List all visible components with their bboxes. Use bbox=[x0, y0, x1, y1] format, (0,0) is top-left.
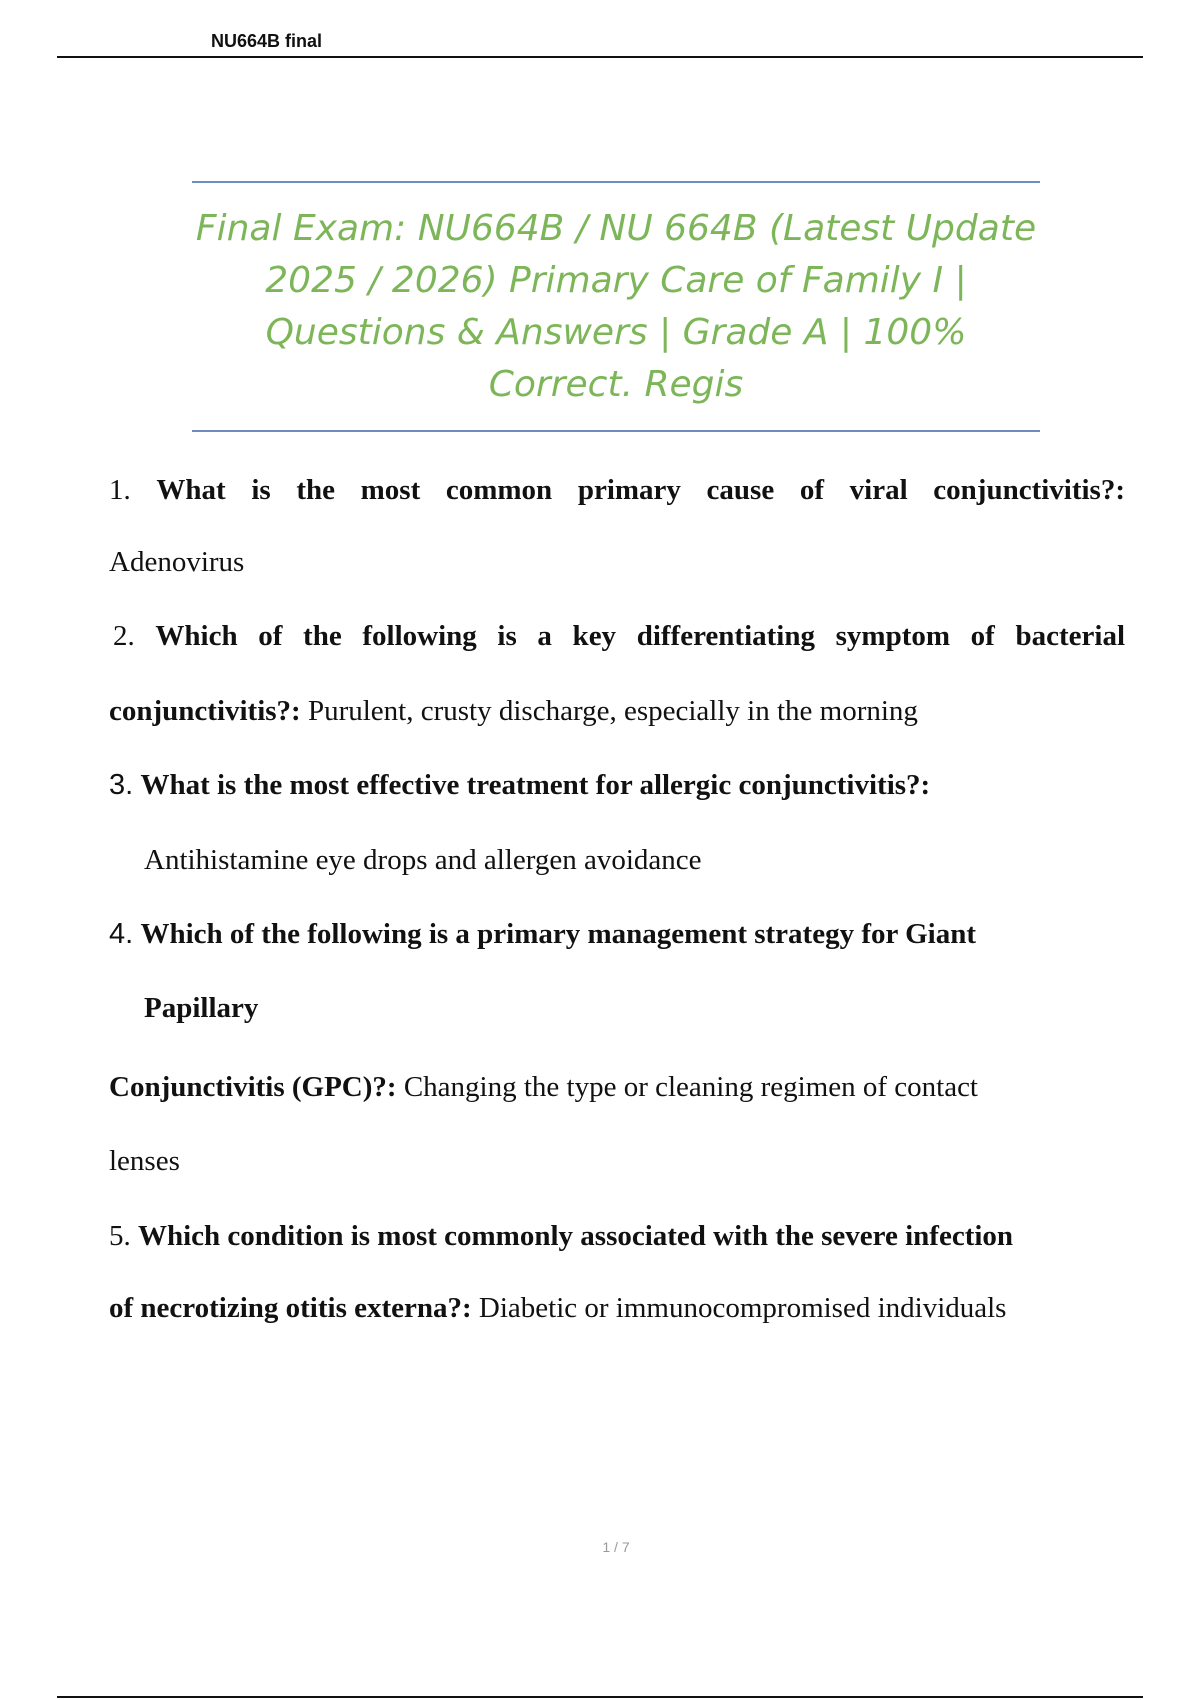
question-2 bbox=[113, 618, 1125, 654]
answer-3: Antihistamine eye drops and allergen avoidance bbox=[144, 844, 702, 876]
document-title bbox=[150, 203, 1082, 411]
title-bottom-rule bbox=[192, 430, 1040, 432]
title-line: Correct. Regis bbox=[488, 364, 744, 405]
question-text: Which condition is most commonly associated with the severe infection bbox=[138, 1220, 1014, 1252]
title-line: Questions & Answers | Grade A | 100% bbox=[265, 312, 967, 353]
answer-4-continued: lenses bbox=[109, 1145, 180, 1177]
question-4-continued-2 bbox=[109, 1069, 978, 1105]
page-indicator: 1 / 7 bbox=[602, 1539, 630, 1555]
question-text: Which of the following is a primary management strategy for Giant bbox=[140, 918, 976, 950]
question-number: 3. bbox=[109, 769, 134, 801]
title-line: 2025 / 2026) Primary Care of Family I | bbox=[265, 260, 967, 301]
answer-1: Adenovirus bbox=[109, 546, 245, 578]
question-4-continued: Papillary bbox=[144, 992, 259, 1024]
question-5-continued bbox=[109, 1290, 1006, 1326]
question-5 bbox=[109, 1218, 1013, 1254]
title-top-rule bbox=[192, 181, 1040, 183]
title-line: Final Exam: NU664B / NU 664B (Latest Update bbox=[195, 208, 1037, 249]
question-text: Which of the following is a key differentiating symptom of bacterial bbox=[155, 620, 1126, 652]
question-text: What is the most common primary cause of viral conjunctivitis?: bbox=[156, 474, 1126, 506]
answer-5: Diabetic or immunocompromised individuals bbox=[478, 1292, 1007, 1324]
answer-4: Changing the type or cleaning regimen of contact bbox=[403, 1071, 978, 1103]
question-number: 2. bbox=[113, 620, 135, 652]
answer-2: Purulent, crusty discharge, especially in the morning bbox=[307, 695, 918, 727]
header-rule bbox=[57, 56, 1143, 58]
question-text: conjunctivitis?: bbox=[109, 695, 301, 727]
question-text: of necrotizing otitis externa?: bbox=[109, 1292, 472, 1324]
question-2-continued bbox=[109, 693, 918, 729]
question-text: What is the most effective treatment for allergic conjunctivitis?: bbox=[140, 769, 931, 801]
question-4 bbox=[109, 916, 976, 952]
question-1 bbox=[109, 472, 1125, 508]
question-text: Conjunctivitis (GPC)?: bbox=[109, 1071, 397, 1103]
question-number: 1. bbox=[109, 474, 131, 506]
running-header-title: NU664B final bbox=[211, 31, 323, 51]
question-number: 4. bbox=[109, 918, 134, 950]
question-3 bbox=[109, 767, 930, 803]
footer-rule bbox=[57, 1696, 1143, 1698]
question-number: 5. bbox=[109, 1220, 131, 1252]
